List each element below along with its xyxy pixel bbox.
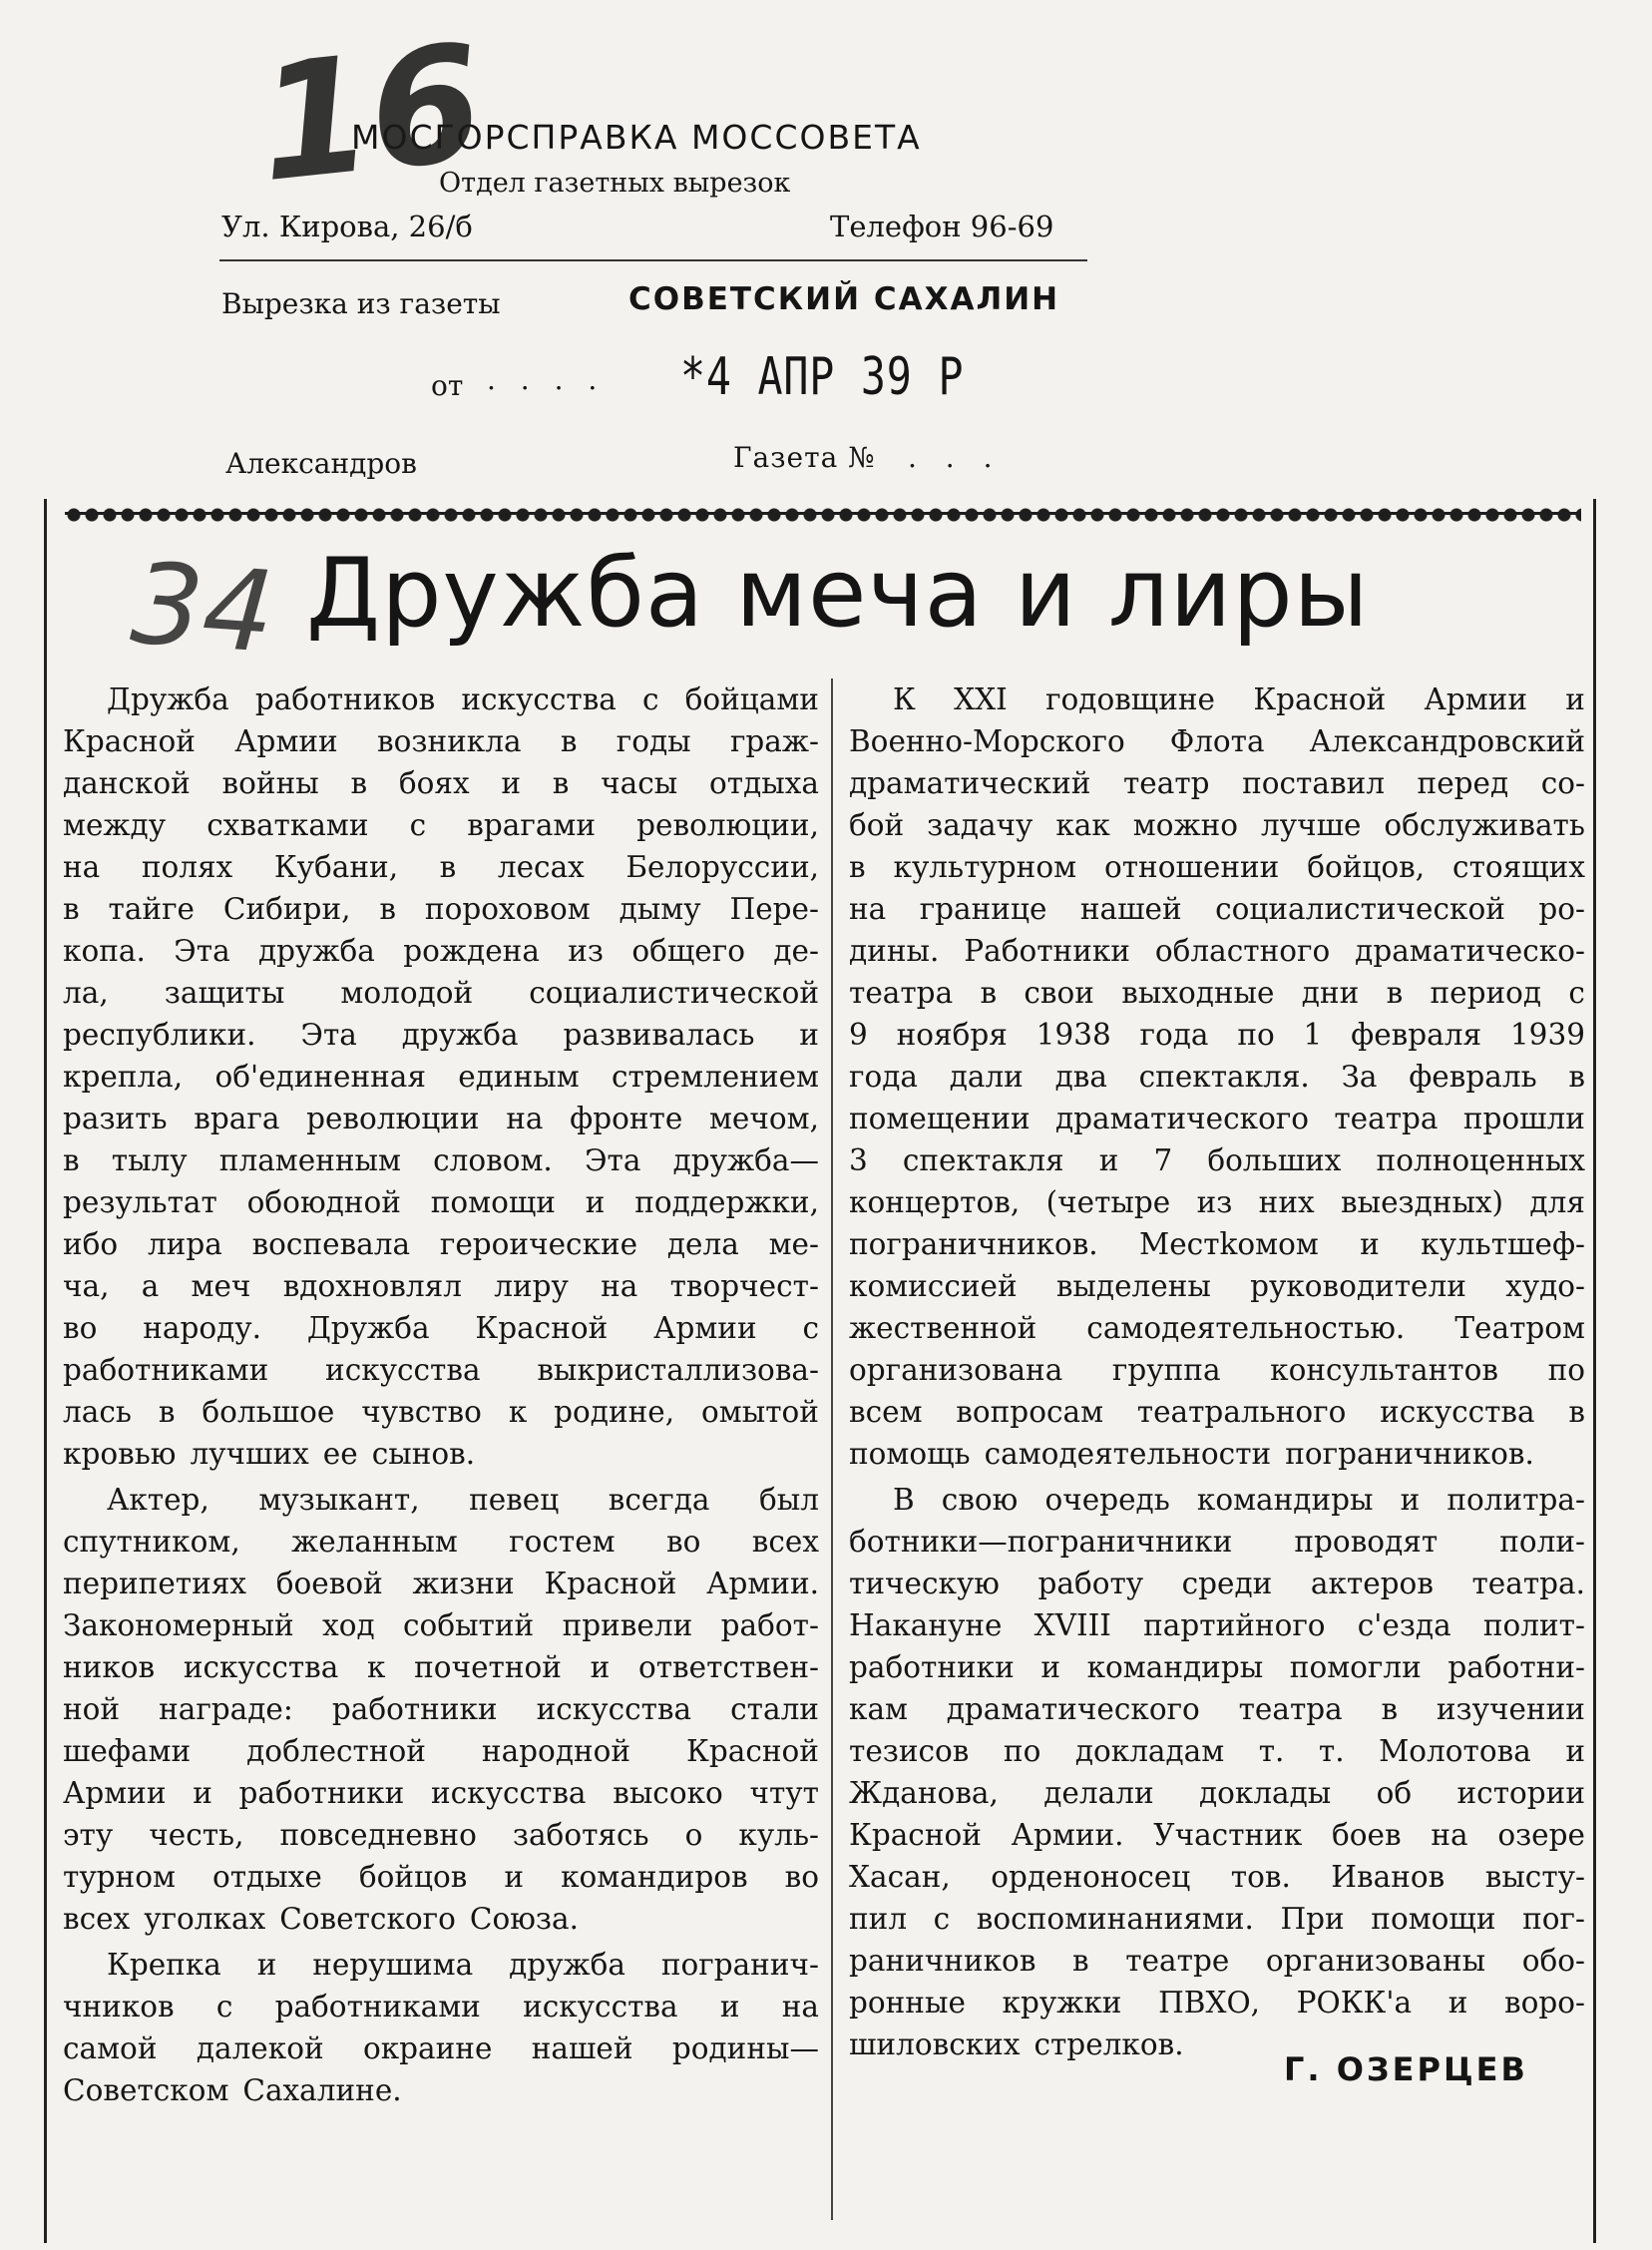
text-line: перипетиях боевой жизни Красной Армии. (63, 1567, 819, 1600)
agency-name: МОСГОРСПРАВКА МОССОВЕТА (351, 118, 922, 157)
right-column (849, 678, 1585, 2065)
issue-dots: . . . (908, 441, 1003, 474)
text-line: тезисов по докладам т. т. Молотова и (849, 1734, 1585, 1768)
text-line: 3 спектакля и 7 больших полноценных (849, 1143, 1585, 1177)
text-line: ной награде: работники искусства стали (63, 1692, 819, 1726)
text-line: помещении драматического театра прошли (849, 1102, 1585, 1135)
handwritten-number-34: 34 (127, 539, 278, 678)
text-line: Жданова, делали доклады об истории (849, 1776, 1585, 1810)
text-line: кам драматического театра в изучении (849, 1692, 1585, 1726)
text-line: Актер, музыкант, певец всегда был (107, 1483, 819, 1517)
text-line: Военно-Морского Флота Александровский (849, 724, 1585, 758)
text-line: всем вопросам театрального искусства в (849, 1395, 1585, 1429)
article-clipping (44, 499, 1596, 2243)
wavy-border-top (65, 499, 1581, 525)
text-line: турном отдыхе бойцов и командиров во (63, 1860, 819, 1894)
text-line: ла, защиты молодой социалистической (63, 976, 819, 1010)
text-line: тическую работу среди актеров театра. (849, 1567, 1585, 1600)
text-line: Накануне XVIII партийного с'езда полит- (849, 1608, 1585, 1642)
text-line: К XXI годовщине Красной Армии и (893, 682, 1585, 716)
stamp-divider (219, 259, 1087, 261)
text-line: раничников в театре организованы обо- (849, 1944, 1585, 1978)
text-line: в культурном отношении бойцов, стоящих (849, 850, 1585, 884)
text-line: на границе нашей социалистической ро- (849, 892, 1585, 926)
text-line: результат обоюдной помощи и поддержки, (63, 1185, 819, 1219)
text-line: ников искусства к почетной и ответствен- (63, 1650, 819, 1684)
text-line: в тылу пламенным словом. Эта дружба— (63, 1143, 819, 1177)
text-line: кровью лучших ее сынов. (63, 1437, 476, 1471)
clip-source-label: Вырезка из газеты (221, 287, 501, 320)
text-line: В свою очередь командиры и политра- (893, 1483, 1585, 1517)
date-from-label: от (431, 369, 464, 402)
text-line: ботники—пограничники проводят поли- (849, 1525, 1585, 1559)
text-line: драматический театр поставил перед со- (849, 766, 1585, 800)
text-line: Советском Сахалине. (63, 2073, 402, 2107)
text-line: комиссией выделены руководители худо- (849, 1269, 1585, 1303)
city-name: Александров (225, 447, 417, 480)
text-line: года дали два спектакля. За февраль в (849, 1060, 1585, 1094)
text-line: помощь самодеятельности пограничников. (849, 1437, 1534, 1471)
text-line: театра в свои выходные дни в период с (849, 976, 1585, 1010)
text-line: шефами доблестной народной Красной (63, 1734, 819, 1768)
text-line: лась в большое чувство к родине, омытой (63, 1395, 819, 1429)
text-line: крепла, об'единенная единым стремлением (63, 1060, 819, 1094)
text-line: шиловских стрелков. (849, 2027, 1184, 2061)
text-line: на полях Кубани, в лесах Белоруссии, (63, 850, 819, 884)
clipping-agency-stamp (219, 8, 1087, 489)
left-column (63, 678, 819, 2111)
text-line: организована группа консультантов по (849, 1353, 1585, 1387)
handwritten-number-16: 16 (249, 8, 491, 219)
text-line: пил с воспоминаниями. При помощи пог- (849, 1902, 1585, 1936)
text-line: работниками искусства выкристаллизова- (63, 1353, 819, 1387)
author-signature: Г. ОЗЕРЦЕВ (1284, 2050, 1528, 2088)
text-line: работники и командиры помогли работни- (849, 1650, 1585, 1684)
text-line: Армии и работники искусства высоко чтут (63, 1776, 819, 1810)
date-stamp: *4 АПР 39 Р (680, 347, 965, 407)
text-line: чников с работниками искусства и на (63, 1990, 819, 2024)
department-name: Отдел газетных вырезок (439, 168, 791, 199)
text-line: копа. Эта дружба рождена из общего де- (63, 934, 819, 968)
newspaper-name: СОВЕТСКИЙ САХАЛИН (628, 281, 1060, 317)
issue-number-label: Газета № (733, 441, 876, 474)
text-line: спутником, желанным гостем во всех (63, 1525, 819, 1559)
date-dots: . . . . (487, 363, 606, 396)
text-line: концертов, (четыре из них выездных) для (849, 1185, 1585, 1219)
text-line: во народу. Дружба Красной Армии с (63, 1311, 819, 1345)
text-line: ибо лира воспевала героические дела ме- (63, 1227, 819, 1261)
article-title: Дружба меча и лиры (306, 539, 1370, 649)
text-line: Хасан, орденоносец тов. Иванов высту- (849, 1860, 1585, 1894)
text-line: Красной Армии возникла в годы граж- (63, 724, 819, 758)
text-line: в тайге Сибири, в пороховом дыму Пере- (63, 892, 819, 926)
text-line: 9 ноября 1938 года по 1 февраля 1939 (849, 1018, 1585, 1052)
text-line: пограничников. Местkомом и культшеф- (849, 1227, 1585, 1261)
text-line: между схватками с врагами революции, (63, 808, 819, 842)
text-line: республики. Эта дружба развивалась и (63, 1018, 819, 1052)
text-line: эту честь, повседневно заботясь о куль- (63, 1818, 819, 1852)
text-line: жественной самодеятельностью. Театром (849, 1311, 1585, 1345)
text-line: Дружба работников искусства с бойцами (107, 682, 819, 716)
agency-address: Ул. Кирова, 26/б (221, 210, 473, 243)
text-line: бой задачу как можно лучше обслуживать (849, 808, 1585, 842)
text-line: Закономерный ход событий привели работ- (63, 1608, 819, 1642)
text-line: дины. Работники областного драматическо- (849, 934, 1585, 968)
text-line: данской войны в боях и в часы отдыха (63, 766, 819, 800)
text-line: всех уголках Советского Союза. (63, 1902, 579, 1936)
text-line: Крепка и нерушима дружба погранич- (107, 1948, 819, 1982)
text-line: разить врага революции на фронте мечом, (63, 1102, 819, 1135)
text-line: ронные кружки ПВХО, РОКК'а и воро- (849, 1986, 1585, 2020)
text-line: Красной Армии. Участник боев на озере (849, 1818, 1585, 1852)
column-divider (831, 678, 833, 2220)
text-line: ча, а меч вдохновлял лиру на творчест- (63, 1269, 819, 1303)
agency-phone: Телефон 96-69 (830, 210, 1054, 243)
text-line: самой далекой окраине нашей родины— (63, 2031, 819, 2065)
